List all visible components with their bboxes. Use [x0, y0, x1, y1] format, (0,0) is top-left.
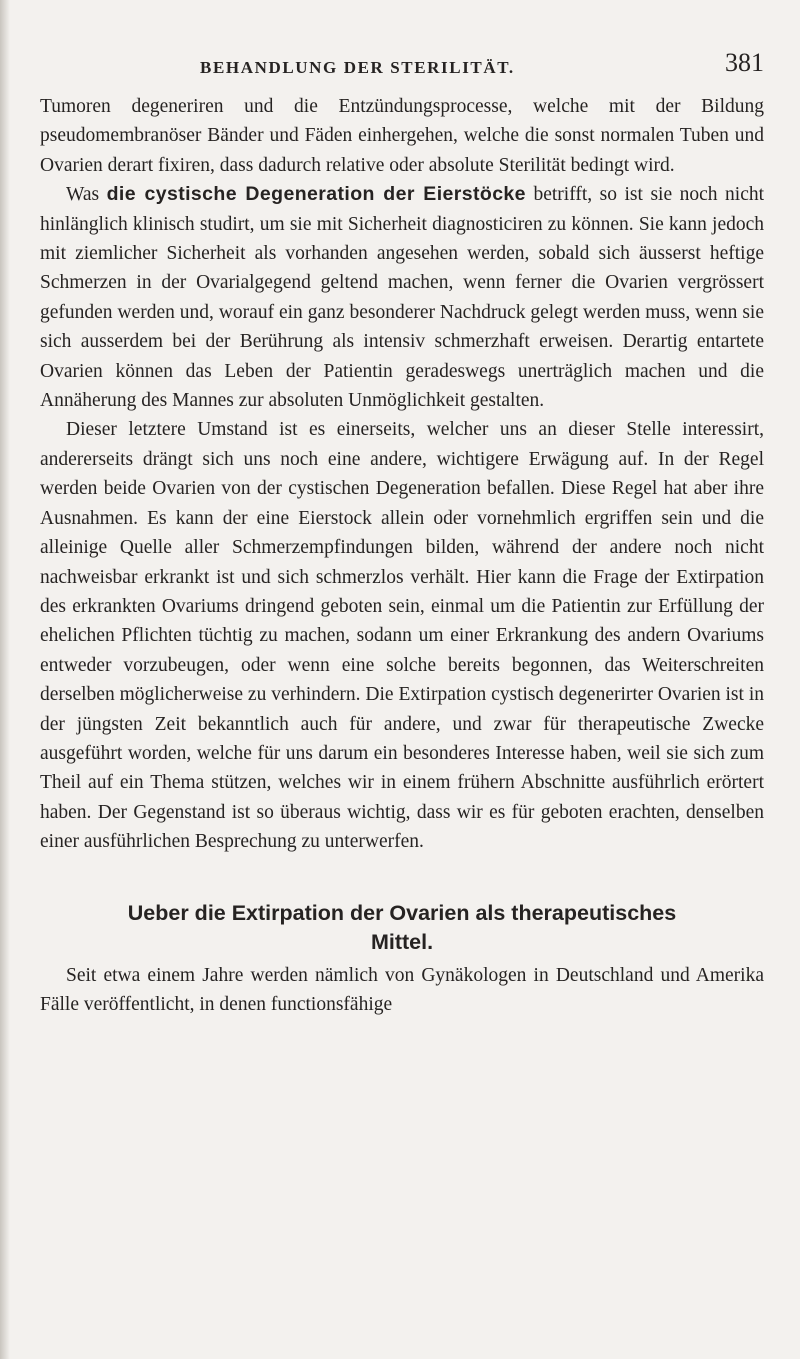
- paragraph-2-lead: Was: [66, 184, 100, 206]
- page-edge-shadow: [0, 0, 10, 1359]
- paragraph-1: Tumoren degeneriren und die Entzündungsprocesse, welche mit der Bildung pseudomembranöser Bänder und Fäden einhergehen, welche die sonst normalen Tuben und Ovarien derart fixiren, dass dadurch relative oder absolute Sterilität bedingt wird.: [40, 96, 764, 176]
- section-heading-line-1: Ueber die Extirpation der Ovarien als therapeutisches: [127, 900, 677, 925]
- paragraph-2-rest: betrifft, so ist sie noch nicht hinlänglich klinisch studirt, um sie mit Sicherheit diagnosticiren zu können. Sie kann jedoch mit ziemlicher Sicherheit als vorhanden angesehen werden, sobald sich äusserst heftige Schmerzen in der Ovarialgegend geltend machen, wenn ferner die Ovarien vergrössert gefunden werden und, worauf ein ganz besonderer Nachdruck gelegt werden muss, wenn sie sich ausserdem bei der Berührung als intensiv schmerzhaft erweisen. Derartig entartete Ovarien können das Leben der Patientin geradeswegs unerträglich machen und die Annäherung des Mannes zur absoluten Unmöglichkeit gestalten.: [40, 184, 765, 412]
- page-number: 381: [725, 48, 764, 77]
- book-page: [40, 48, 764, 1019]
- running-header: [40, 48, 764, 92]
- section-paragraph: Seit etwa einem Jahre werden nämlich von Gynäkologen in Deutschland und Amerika Fälle veröffentlicht, in denen functionsfähige: [40, 964, 764, 1015]
- running-title: BEHANDLUNG DER STERILITÄT.: [200, 58, 515, 77]
- section-heading: [40, 899, 764, 957]
- paragraph-2: [40, 180, 764, 415]
- section-heading-line-2: Mittel.: [370, 929, 434, 954]
- paragraph-3: Dieser letztere Umstand ist es einerseits, welcher uns an dieser Stelle interessirt, andererseits drängt sich uns noch eine andere, wichtigere Erwägung auf. In der Regel werden beide Ovarien von der cystischen Degeneration befallen. Diese Regel hat aber ihre Ausnahmen. Es kann der eine Eierstock allein oder vornehmlich ergriffen sein und die alleinige Quelle aller Schmerzempfindungen bilden, während der andere noch nicht nachweisbar erkrankt ist und sich schmerzlos verhält. Hier kann die Frage der Extirpation des erkrankten Ovariums dringend geboten sein, einmal um die Patientin zur Erfüllung der ehelichen Pflichten tüchtig zu machen, sodann um einer Erkrankung des andern Ovariums entweder vorzubeugen, oder wenn eine solche bereits begonnen, das Weiterschreiten derselben möglicherweise zu verhindern. Die Extirpation cystisch degenerirter Ovarien ist in der jüngsten Zeit bekanntlich auch für andere, und zwar für therapeutische Zwecke ausgeführt worden, welche für uns darum ein besonderes Interesse haben, weil sie sich zum Theil auf ein Thema stützen, welches wir in einem frühern Abschnitte ausführlich erörtert haben. Der Gegenstand ist so überaus wichtig, dass wir es für geboten erachten, denselben einer ausführlichen Besprechung zu unterwerfen.: [40, 419, 764, 853]
- emphasized-term: die cystische Degeneration der Eierstöcke: [106, 183, 526, 206]
